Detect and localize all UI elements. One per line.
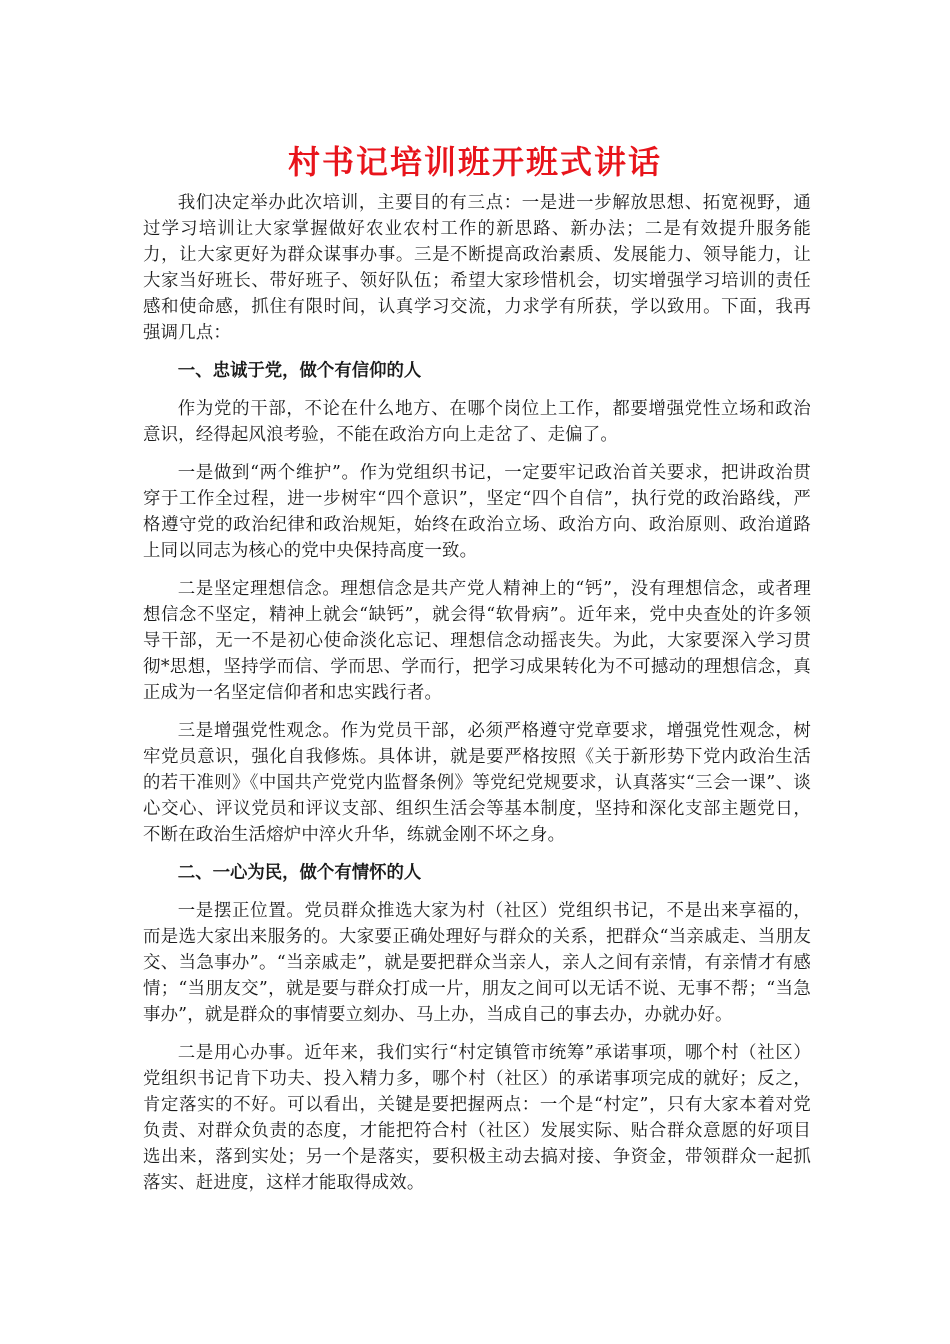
document-body [143,190,811,1208]
paragraph: 三是增强党性观念。作为党员干部，必须严格遵守党章要求，增强党性观念，树牢党员意识，强化自我修炼。具体讲，就是要严格按照《关于新形势下党内政治生活的若干准则》《中国共产党党内监督条例》等党纪党规要求，认真落实“三会一课”、谈心交心、评议党员和评议支部、组织生活会等基本制度，坚持和深化支部主题党日，不断在政治生活熔炉中淬火升华，练就金刚不坏之身。 [143,721,811,845]
paragraph: 二是用心办事。近年来，我们实行“村定镇管市统筹”承诺事项，哪个村（社区）党组织书记肯下功夫、投入精力多，哪个村（社区）的承诺事项完成的就好；反之，肯定落实的不好。可以看出，关键是要把握两点：一个是“村定”，只有大家本着对党负责、对群众负责的态度，才能把符合村（社区）发展实际、贴合群众意愿的好项目选出来，落到实处；另一个是落实，要积极主动去搞对接、争资金，带领群众一起抓落实、赶进度，这样才能取得成效。 [143,1043,811,1193]
paragraph: 一是做到“两个维护”。作为党组织书记，一定要牢记政治首关要求，把讲政治贯穿于工作全过程，进一步树牢“四个意识”，坚定“四个自信”，执行党的政治路线，严格遵守党的政治纪律和政治规矩，始终在政治立场、政治方向、政治原则、政治道路上同以同志为核心的党中央保持高度一致。 [143,463,811,561]
paragraph-intro: 我们决定举办此次培训，主要目的有三点：一是进一步解放思想、拓宽视野，通过学习培训让大家掌握做好农业农村工作的新思路、新办法；二是有效提升服务能力，让大家更好为群众谋事办事。三是不断提高政治素质、发展能力、领导能力，让大家当好班长、带好班子、领好队伍；希望大家珍惜机会，切实增强学习培训的责任感和使命感，抓住有限时间，认真学习交流，力求学有所获，学以致用。下面，我再强调几点： [143,193,811,343]
paragraph: 作为党的干部，不论在什么地方、在哪个岗位上工作，都要增强党性立场和政治意识，经得起风浪考验，不能在政治方向上走岔了、走偏了。 [143,399,811,445]
document-title: 村书记培训班开班式讲话 [287,143,662,181]
section-heading-1: 一、忠诚于党，做个有信仰的人 [177,361,422,381]
section-heading-2: 二、一心为民，做个有情怀的人 [177,863,422,883]
paragraph: 二是坚定理想信念。理想信念是共产党人精神上的“钙”，没有理想信念，或者理想信念不坚定，精神上就会“缺钙”，就会得“软骨病”。近年来，党中央查处的许多领导干部，无一不是初心使命淡化忘记、理想信念动摇丧失。为此，大家要深入学习贯彻*思想，坚持学而信、学而思、学而行，把学习成果转化为不可撼动的理想信念，真正成为一名坚定信仰者和忠实践行者。 [143,579,811,703]
paragraph: 一是摆正位置。党员群众推选大家为村（社区）党组织书记，不是出来享福的，而是选大家出来服务的。大家要正确处理好与群众的关系，把群众“当亲戚走、当朋友交、当急事办”。“当亲戚走”，就是要把群众当亲人，亲人之间有亲情，有亲情才有感情；“当朋友交”，就是要与群众打成一片，朋友之间可以无话不说、无事不帮；“当急事办”，就是群众的事情要立刻办、马上办，当成自己的事去办，办就办好。 [143,901,811,1025]
